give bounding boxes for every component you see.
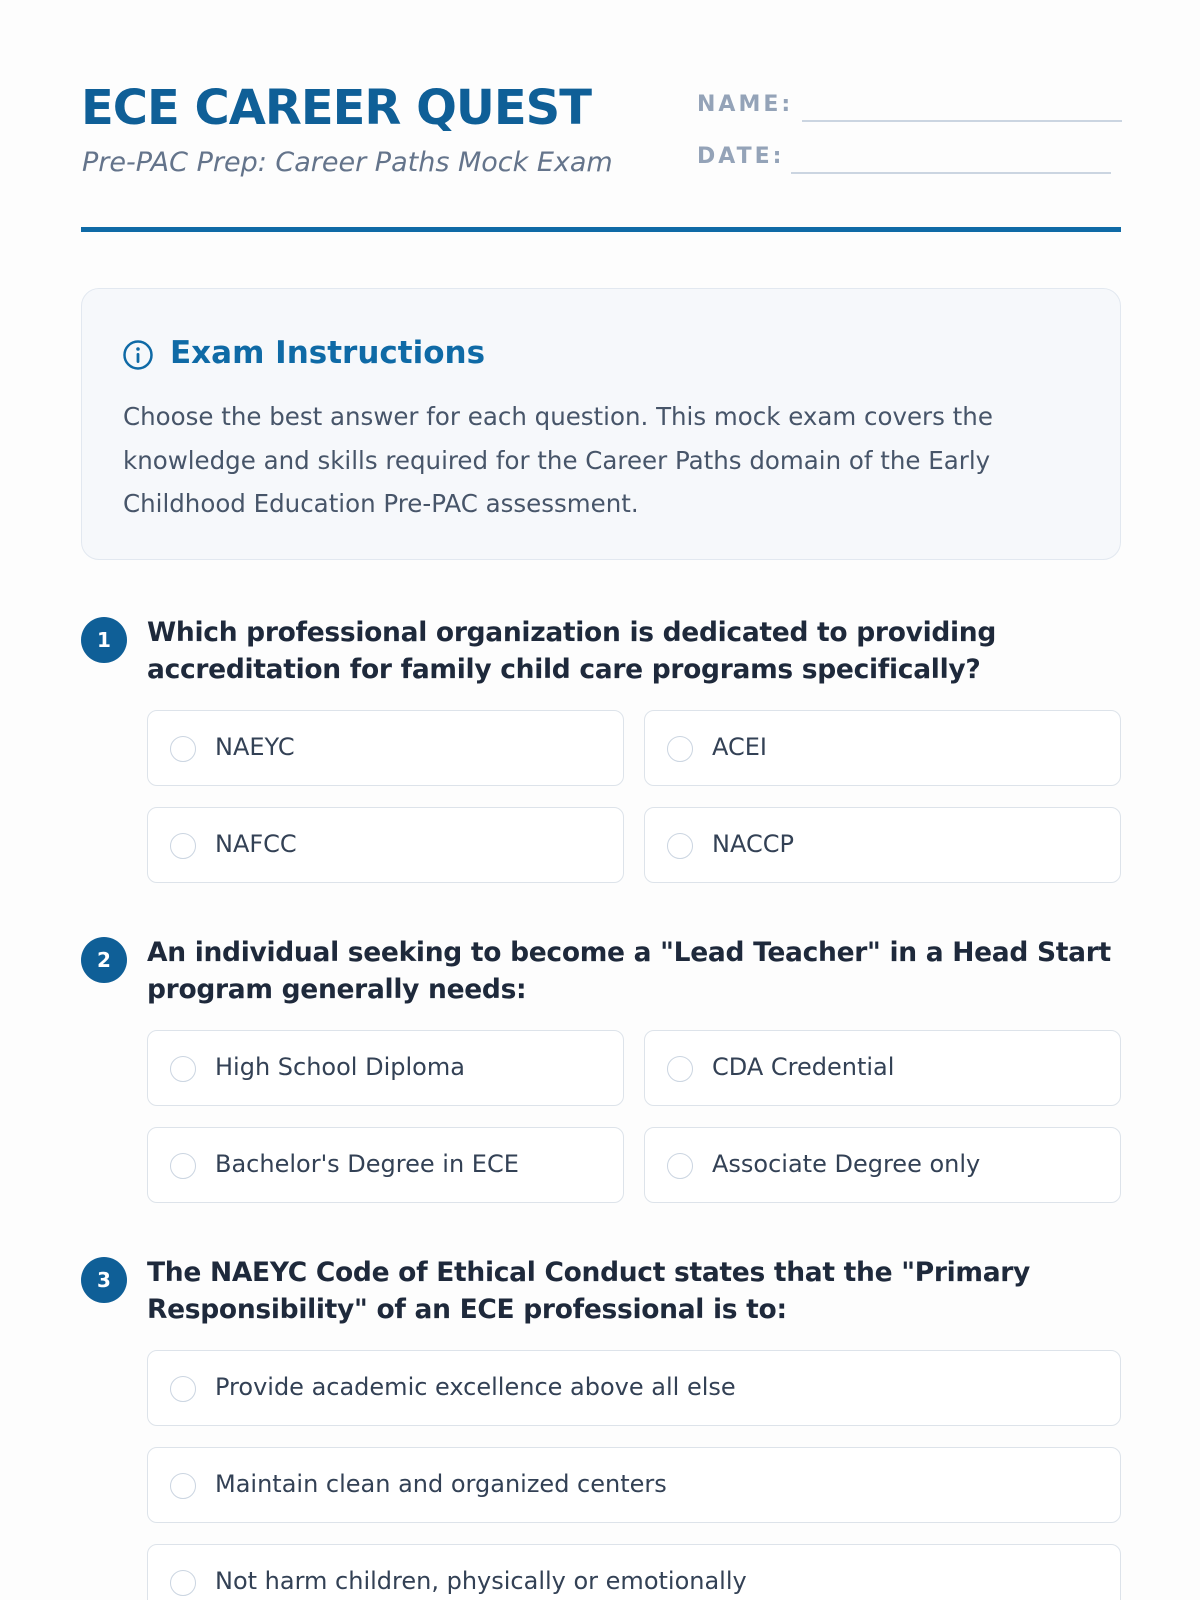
- option-label: ACEI: [712, 733, 767, 761]
- option-label: NAEYC: [215, 733, 295, 761]
- date-label: DATE:: [697, 144, 785, 169]
- radio-button[interactable]: [667, 1153, 693, 1179]
- option-label: Not harm children, physically or emotionally: [215, 1567, 747, 1595]
- answer-option[interactable]: [147, 1350, 1121, 1426]
- answer-option[interactable]: [644, 1127, 1121, 1203]
- answer-option[interactable]: [147, 1127, 624, 1203]
- radio-button[interactable]: [667, 736, 693, 762]
- radio-button[interactable]: [170, 736, 196, 762]
- question-1: [81, 614, 1121, 884]
- radio-button[interactable]: [667, 1056, 693, 1082]
- answer-option[interactable]: [644, 710, 1121, 786]
- radio-button[interactable]: [170, 1376, 196, 1402]
- question-text: Which professional organization is dedicated to providing accreditation for family child care programs specifically?: [147, 617, 997, 685]
- name-label: NAME:: [697, 92, 794, 117]
- question-3: [81, 1254, 1121, 1600]
- name-row: [697, 87, 1122, 117]
- answer-option[interactable]: [147, 807, 624, 883]
- option-label: CDA Credential: [712, 1053, 895, 1081]
- question-number-badge: 1: [81, 617, 127, 663]
- option-label: NAFCC: [215, 830, 297, 858]
- page-subtitle: Pre-PAC Prep: Career Paths Mock Exam: [82, 147, 613, 178]
- answer-option[interactable]: [147, 1544, 1121, 1600]
- info-icon: [122, 339, 154, 371]
- instructions-text: Choose the best answer for each question. This mock exam covers the knowledge and skills required for the Career Paths domain of the Early Childhood Education Pre-PAC assessment.: [123, 402, 993, 518]
- question-number-badge: 2: [81, 937, 127, 983]
- radio-button[interactable]: [170, 1056, 196, 1082]
- date-row: [697, 139, 1122, 169]
- answer-option[interactable]: [644, 807, 1121, 883]
- option-label: NACCP: [712, 830, 794, 858]
- radio-button[interactable]: [170, 833, 196, 859]
- instructions-title: Exam Instructions: [170, 335, 486, 371]
- option-label: Maintain clean and organized centers: [215, 1470, 667, 1498]
- radio-button[interactable]: [667, 833, 693, 859]
- name-field[interactable]: [802, 120, 1122, 122]
- radio-button[interactable]: [170, 1153, 196, 1179]
- exam-header: [81, 80, 1121, 235]
- question-number-badge: 3: [81, 1257, 127, 1303]
- date-field[interactable]: [791, 172, 1111, 174]
- radio-button[interactable]: [170, 1570, 196, 1596]
- instructions-box: [81, 288, 1121, 560]
- question-text: An individual seeking to become a "Lead Teacher" in a Head Start program generally needs:: [147, 937, 1111, 1005]
- radio-button[interactable]: [170, 1473, 196, 1499]
- question-2: [81, 934, 1121, 1204]
- page-title: ECE CAREER QUEST: [81, 80, 591, 136]
- option-label: Provide academic excellence above all else: [215, 1373, 736, 1401]
- option-label: Associate Degree only: [712, 1150, 981, 1178]
- header-divider: [81, 227, 1121, 232]
- question-text: The NAEYC Code of Ethical Conduct states that the "Primary Responsibility" of an ECE professional is to:: [147, 1257, 1031, 1325]
- answer-option[interactable]: [147, 1030, 624, 1106]
- option-label: High School Diploma: [215, 1053, 465, 1081]
- option-label: Bachelor's Degree in ECE: [215, 1150, 519, 1178]
- answer-option[interactable]: [147, 1447, 1121, 1523]
- answer-option[interactable]: [644, 1030, 1121, 1106]
- answer-option[interactable]: [147, 710, 624, 786]
